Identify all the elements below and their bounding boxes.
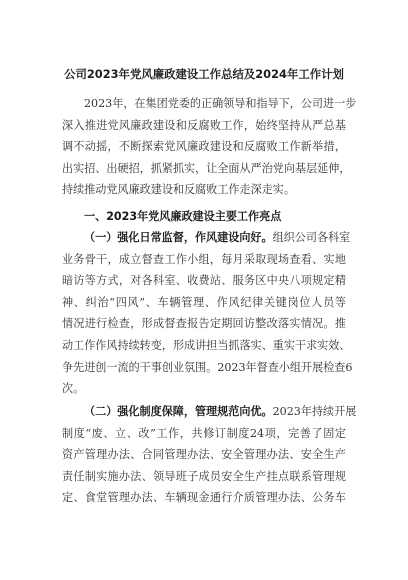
text-line: 情况进行检查，形成督查报告定期回访整改落实情况。推 [62, 317, 346, 331]
text-line: 业务骨干，成立督查工作小组，每月采取现场查看、实地 [62, 252, 346, 266]
text-line: 争先进创一流的干事创业氛围。2023年督查小组开展检查6 [62, 360, 353, 374]
text-line: 暗访等方式，对各科室、收费站、服务区中央八项规定精 [62, 274, 346, 288]
subsection-1-paragraph [62, 227, 353, 400]
subsection-1-first-line [62, 227, 351, 249]
section-heading [62, 206, 346, 228]
text-line: 调不动摇，不断探索党风廉政建设和反腐败工作新举措， [62, 140, 346, 154]
text-line: 次。 [62, 382, 85, 396]
document-title: 公司2023年党风廉政建设工作总结及2024年工作计划 [64, 67, 344, 81]
subsection-2-first-line [62, 401, 357, 423]
text-line: 深入推进党风廉政建设和反腐败工作，始终坚持从严总基 [62, 118, 346, 132]
subsection-2-heading: （二）强化制度保障，管理规范向优。 [84, 405, 273, 418]
subsection-1-heading: （一）强化日常监督，作风建设向好。 [84, 231, 273, 244]
text-line: 神、纠治“四风”、车辆管理、作风纪律关键岗位人员等 [62, 295, 346, 309]
section-heading-text: 一、2023年党风廉政建设主要工作亮点 [84, 210, 282, 223]
subsection-2-first-line-text: 2023年持续开展 [272, 405, 357, 418]
text-line: 资产管理办法、合同管理办法、安全管理办法、安全生产 [62, 448, 346, 462]
text-line: 动工作作风持续转变，形成讲担当抓落实、重实干求实效、 [62, 338, 351, 352]
subsection-1-first-line-text: 组织公司各科室 [272, 231, 351, 244]
text-line: 定、食堂管理办法、车辆现金通行介质管理办法、公务车 [62, 491, 346, 505]
text-line: 2023年，在集团党委的正确领导和指导下，公司进一步 [84, 97, 357, 110]
text-line: 制度“废、立、改”工作，共修订制度24项，完善了固定 [62, 426, 346, 440]
subsection-2-paragraph [62, 401, 357, 509]
text-line: 持续推动党风廉政建设和反腐败工作走深走实。 [62, 183, 295, 197]
intro-paragraph [62, 93, 357, 201]
text-line: 责任制实施办法、领导班子成员安全生产挂点联系管理规 [62, 469, 346, 483]
text-line: 出实招、出硬招，抓紧抓实，让全面从严治党向基层延伸， [62, 161, 351, 175]
